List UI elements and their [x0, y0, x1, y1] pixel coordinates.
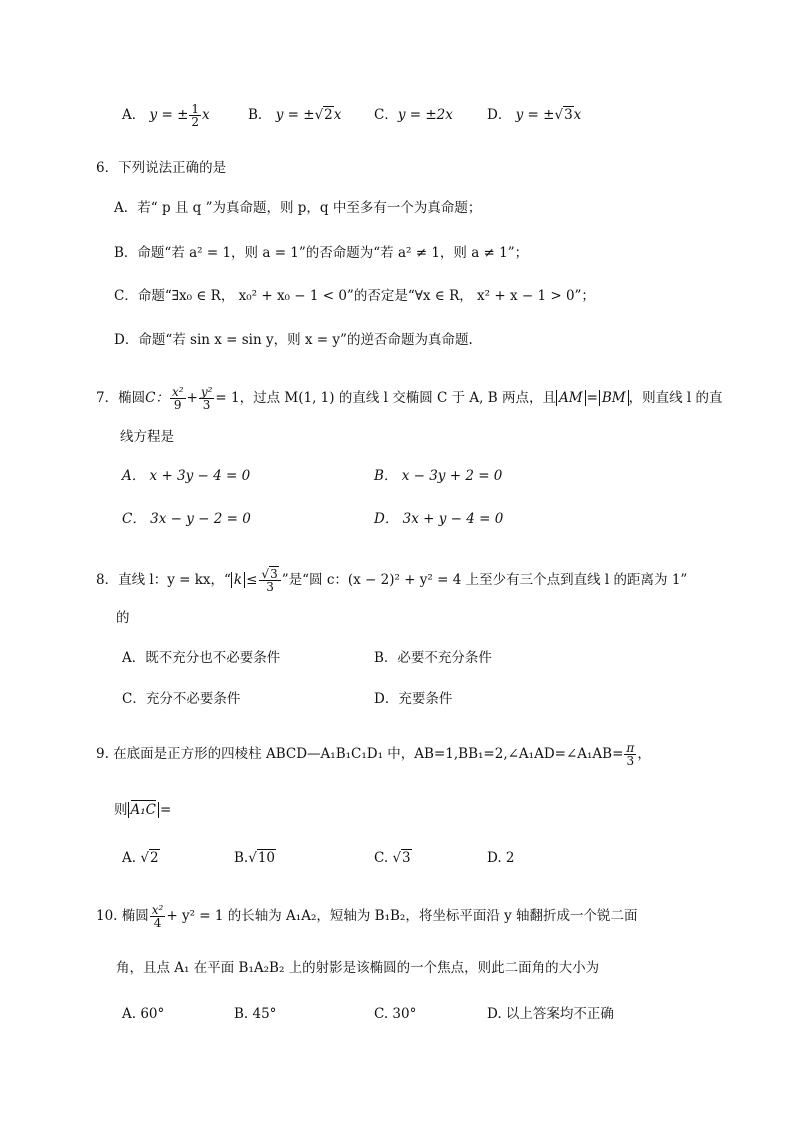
q10-stem-continued: 角，且点 A₁ 在平面 B₁A₂B₂ 上的射影是该椭圆的一个焦点，则此二面角的大小为	[116, 960, 600, 976]
q8-stem: 8．直线 l：y = kx，“ k ≤ $\frac{√3}{3}$ ”是“圆 c：(x − 2)² + y² = 4 上至少有三个点到直线 l 的距离为 1”	[96, 567, 688, 594]
q7-option-a: A． x + 3y − 4 = 0	[122, 468, 251, 484]
q10-stem: 10. 椭圆 $\frac{\text{x²}}{4}$ + y² = 1 的长轴为 A₁A₂，短轴为 B₁B₂，将坐标平面沿 y 轴翻折成一个锐二面	[96, 903, 638, 930]
q6-option-c: C．命题“∃x₀ ∈ R， x₀² + x₀ − 1 < 0”的否定是“∀x ∈ R， x² + x − 1 > 0”；	[114, 288, 595, 304]
q10-option-c: C. 30°	[374, 1006, 417, 1022]
q10-option-d: D. 以上答案均不正确	[487, 1006, 614, 1022]
q9-option-b: B.√10	[234, 850, 276, 866]
q5-option-d: D． y = ±√3x	[487, 107, 582, 123]
q6-stem: 6．下列说法正确的是	[96, 160, 227, 176]
q8-stem-continued: 的	[116, 610, 130, 626]
q8-option-c: C．充分不必要条件	[122, 691, 241, 707]
q7-stem-continued: 线方程是	[120, 429, 174, 445]
q9-option-a: A. √2	[122, 850, 159, 866]
q6-option-d: D．命题“若 sin x = sin y，则 x = y”的逆否命题为真命题.	[114, 332, 473, 348]
q7-option-b: B． x − 3y + 2 = 0	[374, 468, 503, 484]
q8-option-b: B．必要不充分条件	[374, 650, 492, 666]
q6-option-b: B．命题“若 a² = 1，则 a = 1”的否命题为“若 a² ≠ 1，则 a ≠ 1”；	[114, 245, 529, 261]
q9-stem: 9. 在底面是正方形的四棱柱 ABCD—A₁B₁C₁D₁ 中，AB=1,BB₁=2,∠A₁AD=∠A₁AB= $\frac{\pi}{3}$ ，	[96, 741, 651, 768]
q5-option-c: C．y = ±2x	[374, 107, 453, 123]
q9-option-c: C. √3	[374, 850, 411, 866]
q7-stem: 7．椭圆C： $\frac{\text{x²}}{9}$ + $\frac{\text{y²}}{3}$ = 1，过点 M(1, 1) 的直线 l 交椭圆 C 于 A, B 两点，且 AM = BM ，则直线 l 的直	[96, 385, 723, 412]
q8-option-a: A．既不充分也不必要条件	[122, 650, 281, 666]
q9-option-d: D. 2	[487, 850, 515, 866]
q5-option-b: B． y = ±√2x	[248, 107, 342, 123]
q10-option-a: A. 60°	[122, 1006, 165, 1022]
vector-a1c: A₁C	[130, 802, 156, 818]
q9-vector-line: 则 A₁C =	[114, 802, 172, 818]
q5-option-a: A． y = ± $\frac{1}{2}$ x	[122, 102, 210, 129]
q10-option-b: B. 45°	[234, 1006, 277, 1022]
q6-option-a: A．若“ p 且 q ”为真命题，则 p，q 中至多有一个为真命题；	[114, 200, 482, 216]
q8-option-d: D．充要条件	[374, 691, 453, 707]
q7-option-c: C． 3x − y − 2 = 0	[122, 511, 251, 527]
q7-option-d: D． 3x + y − 4 = 0	[374, 511, 504, 527]
